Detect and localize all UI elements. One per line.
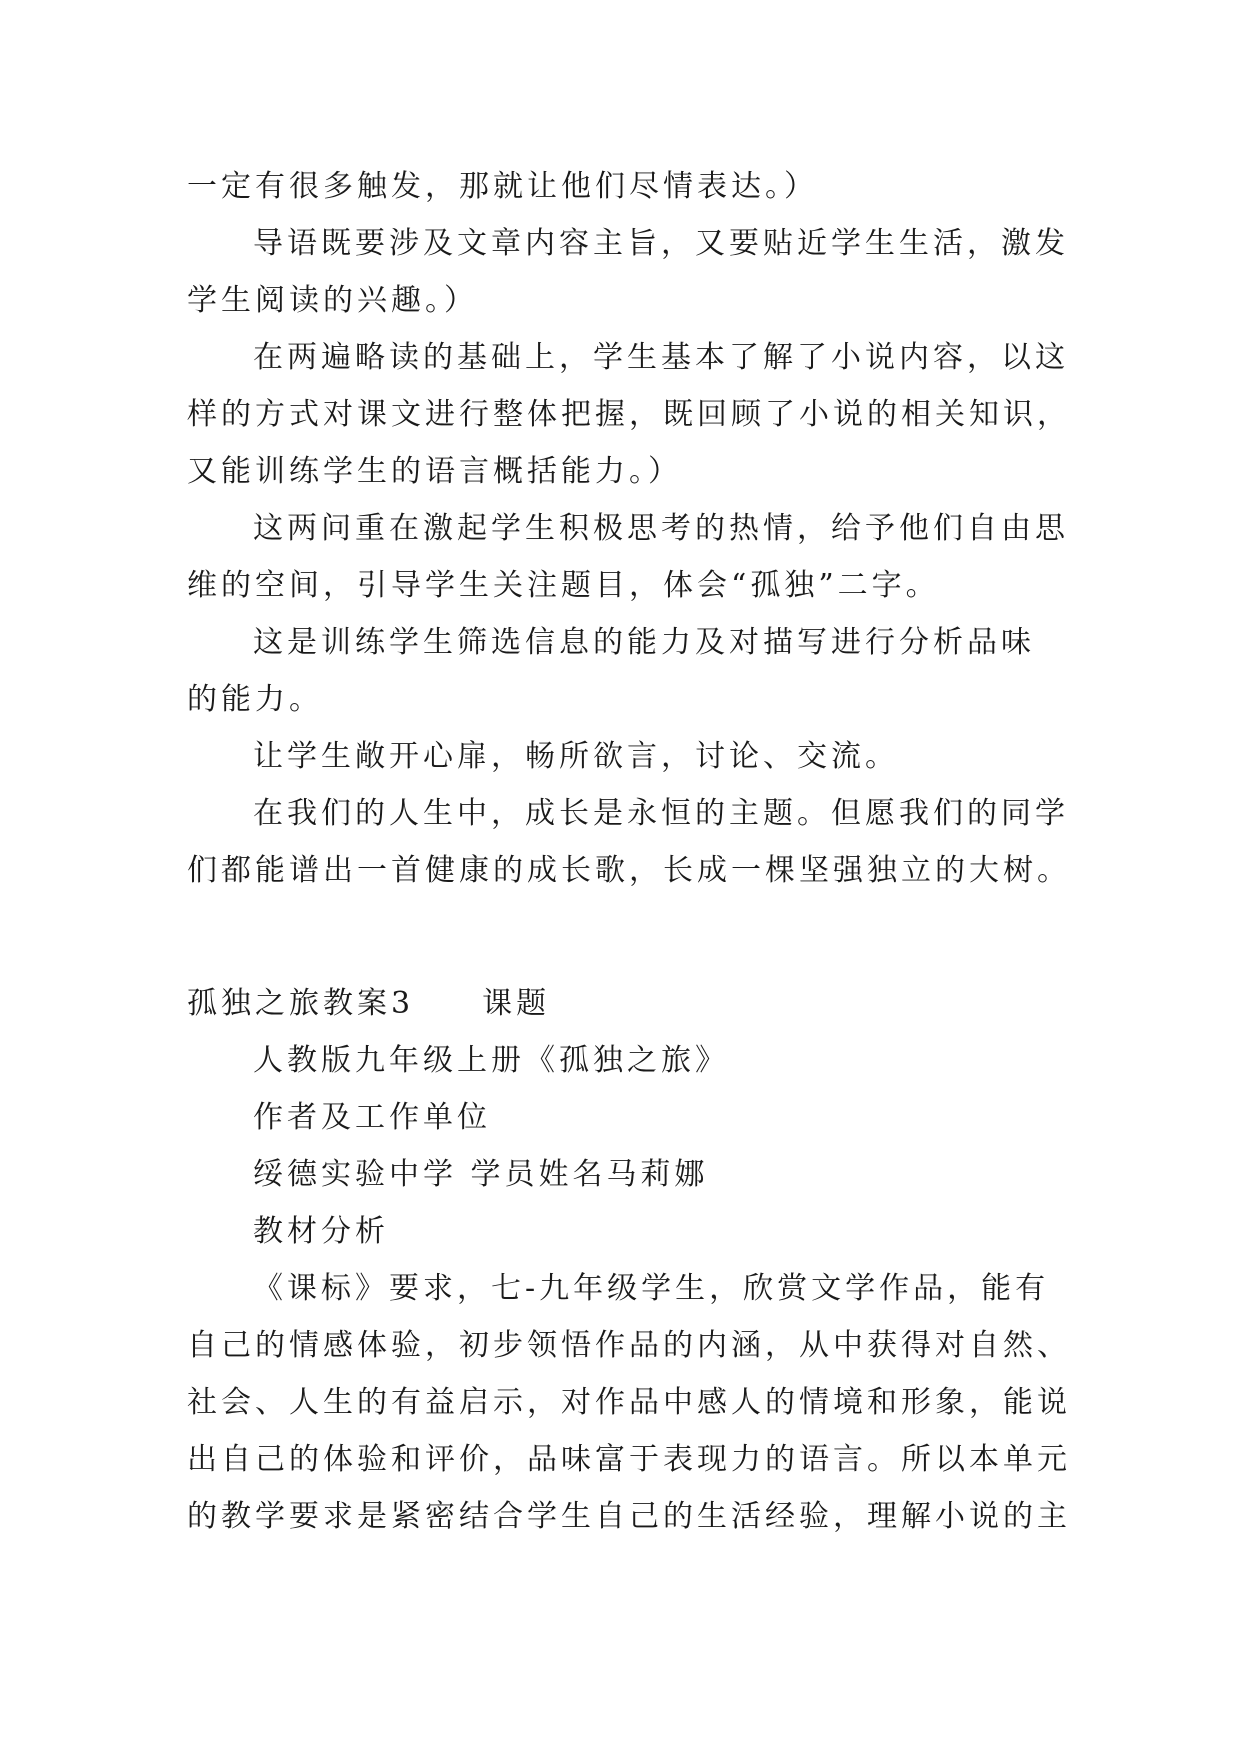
paragraph-line: 样的方式对课文进行整体把握，既回顾了小说的相关知识， (187, 397, 1071, 432)
section-heading-title: 孤独之旅教案3 (187, 986, 415, 1021)
paragraph-line: 的教学要求是紧密结合学生自己的生活经验，理解小说的主 (187, 1499, 1071, 1534)
paragraph-line: 出自己的体验和评价，品味富于表现力的语言。所以本单元 (187, 1442, 1071, 1477)
paragraph-line: 《课标》要求，七-九年级学生，欣赏文学作品，能有 (253, 1271, 1050, 1306)
section-heading-label: 课题 (482, 986, 551, 1021)
paragraph-line: 学生阅读的兴趣。） (187, 283, 478, 318)
paragraph-line: 自己的情感体验，初步领悟作品的内涵，从中获得对自然、 (187, 1328, 1071, 1363)
paragraph-line: 又能训练学生的语言概括能力。） (187, 454, 682, 489)
paragraph-line: 这两问重在激起学生积极思考的热情，给予他们自由思 (253, 511, 1069, 546)
meta-line: 绥德实验中学 学员姓名马莉娜 (253, 1157, 709, 1192)
document-page (187, 158, 1071, 1545)
section-spacer (187, 899, 1057, 975)
meta-line: 人教版九年级上册《孤独之旅》 (253, 1043, 729, 1078)
paragraph-line: 导语既要涉及文章内容主旨，又要贴近学生生活，激发 (253, 226, 1069, 261)
paragraph-line: 让学生敞开心扉，畅所欲言，讨论、交流。 (253, 739, 899, 774)
paragraph-line: 们都能谱出一首健康的成长歌，长成一棵坚强独立的大树。 (187, 853, 1071, 888)
paragraph-line: 在我们的人生中，成长是永恒的主题。但愿我们的同学 (253, 796, 1069, 831)
paragraph-line: 社会、人生的有益启示，对作品中感人的情境和形象，能说 (187, 1385, 1071, 1420)
paragraph-line: 这是训练学生筛选信息的能力及对描写进行分析品味 (253, 625, 1035, 660)
paragraph-line: 维的空间，引导学生关注题目，体会“孤独”二字。 (187, 568, 940, 603)
section-heading (187, 975, 1057, 1032)
paragraph-line: 在两遍略读的基础上，学生基本了解了小说内容，以这 (253, 340, 1069, 375)
meta-line: 作者及工作单位 (253, 1100, 491, 1135)
paragraph-line: 的能力。 (187, 682, 323, 717)
meta-line: 教材分析 (253, 1214, 389, 1249)
paragraph-line: 一定有很多触发，那就让他们尽情表达。） (187, 169, 818, 204)
